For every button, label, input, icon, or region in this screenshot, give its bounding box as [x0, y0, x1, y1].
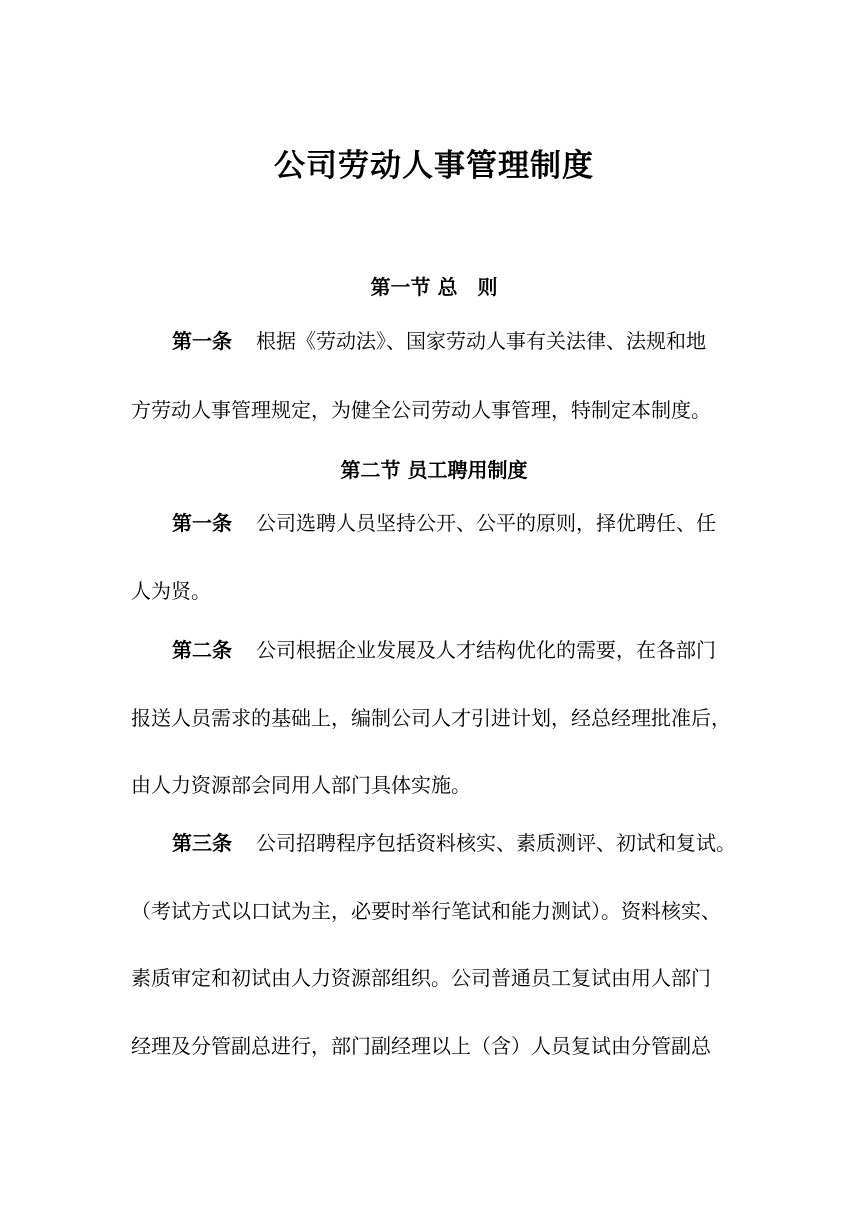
s2-article3-line2: （考试方式以口试为主，必要时举行笔试和能力测试）。资料核实、	[131, 899, 721, 923]
s1-article1-line1	[172, 327, 812, 355]
s2-article2-line3: 由人力资源部会同用人部门具体实施。	[131, 773, 471, 797]
article-text: 根据《劳动法》、国家劳动人事有关法律、法规和地	[256, 329, 706, 353]
article-text: 公司根据企业发展及人才结构优化的需要，在各部门	[256, 638, 716, 662]
s2-article3-line3: 素质审定和初试由人力资源部组织。公司普通员工复试由用人部门	[131, 966, 711, 990]
s1-article1-line2: 方劳动人事管理规定，为健全公司劳动人事管理，特制定本制度。	[131, 398, 711, 422]
article-text: 公司选聘人员坚持公开、公平的原则，择优聘任、任	[256, 511, 716, 535]
article-label: 第二条	[172, 638, 232, 662]
section-heading-2: 第二节 员工聘用制度	[340, 458, 528, 482]
s2-article3-line1	[172, 829, 812, 857]
section-heading-1: 第一节 总 则	[370, 275, 498, 299]
article-label: 第一条	[172, 329, 232, 353]
s2-article2-line2: 报送人员需求的基础上，编制公司人才引进计划，经总经理批准后，	[131, 706, 731, 730]
s2-article3-line4: 经理及分管副总进行，部门副经理以上（含）人员复试由分管副总	[131, 1034, 711, 1058]
s2-article1-line1	[172, 509, 812, 537]
s2-article2-line1	[172, 636, 812, 664]
article-label: 第一条	[172, 511, 232, 535]
article-text: 公司招聘程序包括资料核实、素质测评、初试和复试。	[256, 831, 736, 855]
s2-article1-line2: 人为贤。	[131, 579, 211, 603]
document-title: 公司劳动人事管理制度	[274, 148, 594, 184]
article-label: 第三条	[172, 831, 232, 855]
